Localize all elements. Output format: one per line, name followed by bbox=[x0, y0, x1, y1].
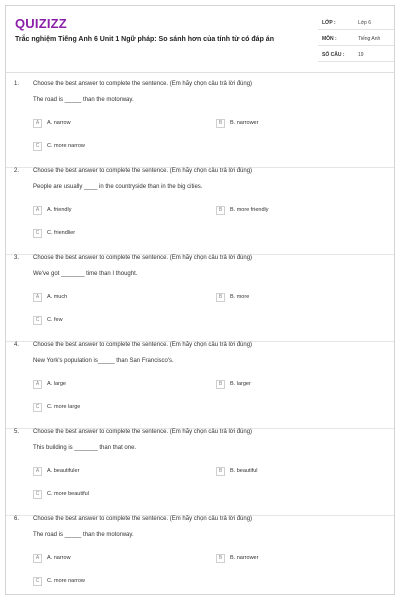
question-item bbox=[6, 429, 394, 516]
meta-table bbox=[318, 14, 394, 62]
option-text: A. large bbox=[47, 381, 66, 387]
option-letter-box[interactable]: B bbox=[216, 206, 225, 215]
question-instruction: Choose the best answer to complete the sentence. (Em hãy chọn câu trả lời đúng) bbox=[33, 516, 253, 522]
option-letter-box[interactable]: C bbox=[33, 490, 42, 499]
answer-option-c[interactable] bbox=[33, 142, 183, 151]
answer-option-a[interactable] bbox=[33, 293, 183, 302]
question-instruction: Choose the best answer to complete the sentence. (Em hãy chọn câu trả lời đúng) bbox=[33, 342, 253, 348]
worksheet-title: Trắc nghiệm Tiếng Anh 6 Unit 1 Ngữ pháp: So sánh hơn của tính từ có đáp án bbox=[15, 36, 274, 43]
option-text: C. more narrow bbox=[47, 143, 85, 149]
question-sentence: This building is _______ than that one. bbox=[33, 445, 137, 451]
question-number: 5. bbox=[14, 429, 20, 435]
meta-row-class bbox=[318, 14, 394, 30]
question-instruction: Choose the best answer to complete the sentence. (Em hãy chọn câu trả lời đúng) bbox=[33, 429, 253, 435]
question-number: 3. bbox=[14, 255, 20, 261]
question-sentence: We've got _______ time than I thought. bbox=[33, 271, 138, 277]
option-letter-box[interactable]: A bbox=[33, 380, 42, 389]
question-sentence: People are usually ____ in the countryside than in the big cities. bbox=[33, 184, 203, 190]
question-item bbox=[6, 516, 394, 595]
option-letter-box[interactable]: A bbox=[33, 206, 42, 215]
option-letter-box[interactable]: C bbox=[33, 229, 42, 238]
option-letter-box[interactable]: A bbox=[33, 467, 42, 476]
option-text: B. narrower bbox=[230, 555, 259, 561]
meta-value: Tiếng Anh bbox=[358, 36, 381, 42]
question-number: 4. bbox=[14, 342, 20, 348]
option-text: A. beautifuler bbox=[47, 468, 80, 474]
answer-option-b[interactable] bbox=[216, 206, 366, 215]
option-letter-box[interactable]: B bbox=[216, 119, 225, 128]
option-text: B. more bbox=[230, 294, 250, 300]
meta-value: 19 bbox=[358, 52, 364, 58]
question-item bbox=[6, 81, 394, 168]
answer-option-b[interactable] bbox=[216, 293, 366, 302]
question-item bbox=[6, 168, 394, 255]
question-instruction: Choose the best answer to complete the sentence. (Em hãy chọn câu trả lời đúng) bbox=[33, 255, 253, 261]
option-text: B. beautiful bbox=[230, 468, 258, 474]
answer-option-c[interactable] bbox=[33, 229, 183, 238]
option-text: C. friendlier bbox=[47, 230, 76, 236]
meta-row-question-count bbox=[318, 46, 394, 62]
question-item bbox=[6, 342, 394, 429]
meta-label: LỚP : bbox=[322, 20, 336, 26]
answer-option-b[interactable] bbox=[216, 119, 366, 128]
question-item bbox=[6, 255, 394, 342]
question-number: 2. bbox=[14, 168, 20, 174]
quizizz-logo: QUIZIZZ bbox=[15, 16, 67, 31]
option-letter-box[interactable]: A bbox=[33, 554, 42, 563]
answer-option-a[interactable] bbox=[33, 119, 183, 128]
answer-option-c[interactable] bbox=[33, 577, 183, 586]
option-letter-box[interactable]: C bbox=[33, 142, 42, 151]
meta-label: SỐ CÂU : bbox=[322, 52, 345, 58]
option-letter-box[interactable]: A bbox=[33, 119, 42, 128]
meta-row-subject bbox=[318, 30, 394, 46]
option-letter-box[interactable]: C bbox=[33, 403, 42, 412]
question-number: 1. bbox=[14, 81, 20, 87]
answer-option-b[interactable] bbox=[216, 467, 366, 476]
option-letter-box[interactable]: A bbox=[33, 293, 42, 302]
question-instruction: Choose the best answer to complete the sentence. (Em hãy chọn câu trả lời đúng) bbox=[33, 81, 253, 87]
question-sentence: The road is _____ than the motorway. bbox=[33, 97, 134, 103]
option-text: B. narrower bbox=[230, 120, 259, 126]
header-divider bbox=[6, 72, 394, 73]
option-text: C. more large bbox=[47, 404, 81, 410]
answer-option-b[interactable] bbox=[216, 380, 366, 389]
question-number: 6. bbox=[14, 516, 20, 522]
question-instruction: Choose the best answer to complete the sentence. (Em hãy chọn câu trả lời đúng) bbox=[33, 168, 253, 174]
meta-label: MÔN : bbox=[322, 36, 337, 42]
option-text: C. more beautiful bbox=[47, 491, 89, 497]
option-text: C. more narrow bbox=[47, 578, 85, 584]
option-text: A. narrow bbox=[47, 120, 71, 126]
question-sentence: The road is _____ than the motorway. bbox=[33, 532, 134, 538]
option-letter-box[interactable]: B bbox=[216, 554, 225, 563]
option-letter-box[interactable]: B bbox=[216, 467, 225, 476]
option-letter-box[interactable]: C bbox=[33, 316, 42, 325]
answer-option-a[interactable] bbox=[33, 554, 183, 563]
option-text: A. much bbox=[47, 294, 68, 300]
meta-value: Lớp 6 bbox=[358, 20, 372, 26]
answer-option-a[interactable] bbox=[33, 380, 183, 389]
option-text: A. friendly bbox=[47, 207, 72, 213]
answer-option-a[interactable] bbox=[33, 467, 183, 476]
answer-option-c[interactable] bbox=[33, 403, 183, 412]
answer-option-b[interactable] bbox=[216, 554, 366, 563]
option-text: B. more friendly bbox=[230, 207, 269, 213]
option-letter-box[interactable]: B bbox=[216, 380, 225, 389]
answer-option-c[interactable] bbox=[33, 490, 183, 499]
worksheet-page bbox=[5, 5, 395, 595]
worksheet-header bbox=[6, 6, 394, 72]
option-text: A. narrow bbox=[47, 555, 71, 561]
question-sentence: New York's population is_____ than San Francisco's. bbox=[33, 358, 174, 364]
answer-option-c[interactable] bbox=[33, 316, 183, 325]
option-letter-box[interactable]: B bbox=[216, 293, 225, 302]
option-text: B. larger bbox=[230, 381, 251, 387]
option-text: C. few bbox=[47, 317, 63, 323]
option-letter-box[interactable]: C bbox=[33, 577, 42, 586]
answer-option-a[interactable] bbox=[33, 206, 183, 215]
